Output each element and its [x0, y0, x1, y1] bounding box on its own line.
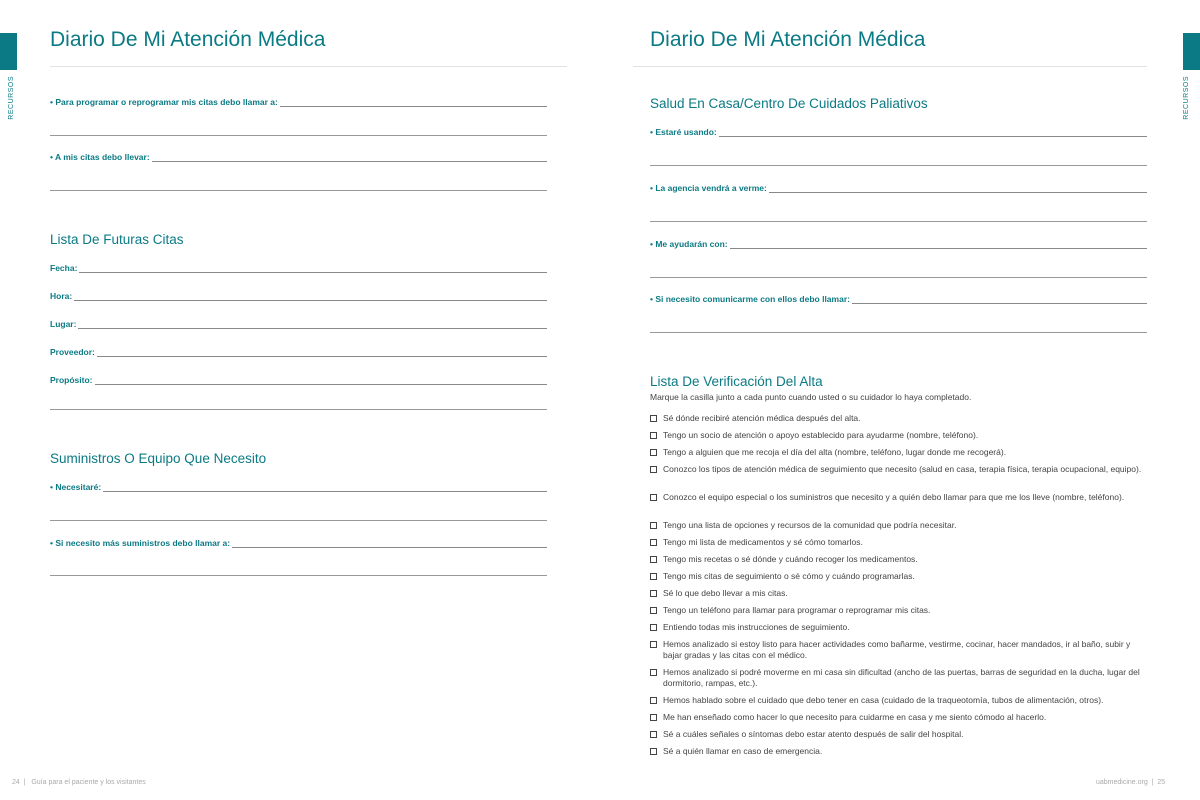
checklist-item-label: Conozco el equipo especial o los suministros que necesito y a quién debo llamar para que me los lleve (nombre, teléfono). [663, 492, 1125, 502]
checklist-item[interactable] [650, 695, 1150, 706]
field-input-line[interactable] [103, 483, 547, 492]
checklist-item[interactable] [650, 430, 1150, 441]
checkbox[interactable] [650, 522, 657, 529]
form-field[interactable] [650, 237, 1147, 249]
checklist-item[interactable] [650, 520, 1150, 531]
field-input-line[interactable] [78, 320, 547, 329]
footer-right: uabmedicine.org | 25 [1096, 779, 1166, 786]
checklist-item[interactable] [650, 447, 1150, 458]
field-input-line[interactable] [852, 295, 1147, 304]
checklist-item-label: Sé a cuáles señales o síntomas debo estar atento después de salir del hospital. [663, 729, 964, 739]
checklist-item[interactable] [650, 492, 1150, 503]
checklist-item-label: Sé dónde recibiré atención médica después del alta. [663, 413, 861, 423]
page-number: 24 [12, 779, 20, 786]
checklist-item-label: Tengo mi lista de medicamentos y sé cómo tomarlos. [663, 537, 863, 547]
form-field[interactable] [50, 536, 547, 548]
title-divider [50, 66, 567, 67]
checkbox[interactable] [650, 449, 657, 456]
checkbox[interactable] [650, 607, 657, 614]
form-field[interactable] [650, 181, 1147, 193]
footer-url: uabmedicine.org [1096, 779, 1148, 786]
form-field[interactable] [50, 261, 547, 273]
checkbox[interactable] [650, 641, 657, 648]
checklist-intro: Marque la casilla junto a cada punto cuando usted o su cuidador lo haya completado. [650, 392, 972, 402]
field-label: • Necesitaré: [50, 482, 102, 492]
field-input-line[interactable] [769, 184, 1147, 193]
checkbox[interactable] [650, 714, 657, 721]
checklist-item[interactable] [650, 729, 1150, 740]
form-field[interactable] [50, 289, 547, 301]
checklist-item-label: Entiendo todas mis instrucciones de seguimiento. [663, 622, 850, 632]
field-label: • Estaré usando: [650, 127, 717, 137]
field-label: Hora: [50, 291, 73, 301]
field-label: Propósito: [50, 375, 93, 385]
writing-line[interactable] [650, 165, 1147, 166]
form-field[interactable] [650, 292, 1147, 304]
field-label: Proveedor: [50, 347, 95, 357]
field-input-line[interactable] [719, 128, 1147, 137]
checklist-item-label: Sé lo que debo llevar a mis citas. [663, 588, 788, 598]
field-label: • Si necesito comunicarme con ellos debo llamar: [650, 294, 850, 304]
field-label: Lugar: [50, 319, 77, 329]
checkbox[interactable] [650, 539, 657, 546]
field-input-line[interactable] [152, 153, 547, 162]
checklist-item[interactable] [650, 667, 1150, 689]
field-input-line[interactable] [74, 292, 547, 301]
page-number: 25 [1157, 779, 1166, 786]
checklist-item[interactable] [650, 571, 1150, 582]
section-tab-right [1183, 33, 1200, 70]
writing-line[interactable] [50, 575, 547, 576]
section-label-right: RECURSOS [1183, 76, 1190, 120]
appointments-heading: Lista De Futuras Citas [50, 232, 184, 247]
field-input-line[interactable] [97, 348, 547, 357]
field-label: • Para programar o reprogramar mis citas debo llamar a: [50, 97, 278, 107]
checklist-item[interactable] [650, 622, 1150, 633]
footer-title: Guía para el paciente y los visitantes [31, 779, 146, 786]
checkbox[interactable] [650, 624, 657, 631]
field-input-line[interactable] [280, 98, 547, 107]
checkbox[interactable] [650, 556, 657, 563]
title-divider [633, 66, 1147, 67]
checklist-item[interactable] [650, 413, 1150, 424]
page-title-right: Diario De Mi Atención Médica [650, 28, 926, 51]
checklist-item-label: Hemos analizado si podré moverme en mi casa sin dificultad (ancho de las puertas, barras de seguridad en la ducha, lugar del dormitorio, rampas, etc.). [663, 667, 1140, 688]
field-label: Fecha: [50, 263, 78, 273]
form-field[interactable] [650, 125, 1147, 137]
checklist-item[interactable] [650, 746, 1150, 757]
checklist-item[interactable] [650, 605, 1150, 616]
field-label: • Si necesito más suministros debo llamar a: [50, 538, 231, 548]
writing-line[interactable] [650, 277, 1147, 278]
page-title-left: Diario De Mi Atención Médica [50, 28, 326, 51]
checkbox[interactable] [650, 466, 657, 473]
field-label: • A mis citas debo llevar: [50, 152, 150, 162]
checklist-item[interactable] [650, 554, 1150, 565]
field-input-line[interactable] [232, 539, 547, 548]
checkbox[interactable] [650, 748, 657, 755]
checklist-item[interactable] [650, 588, 1150, 599]
writing-line[interactable] [50, 190, 547, 191]
form-field[interactable] [50, 95, 547, 107]
form-field[interactable] [50, 317, 547, 329]
field-label: • La agencia vendrá a verme: [650, 183, 767, 193]
checklist-item-label: Me han enseñado como hacer lo que necesito para cuidarme en casa y me siento cómodo al hacerlo. [663, 712, 1047, 722]
checklist-item[interactable] [650, 464, 1150, 475]
checklist-item[interactable] [650, 639, 1150, 661]
checklist-item[interactable] [650, 712, 1150, 723]
field-input-line[interactable] [79, 264, 547, 273]
checkbox[interactable] [650, 669, 657, 676]
checkbox[interactable] [650, 573, 657, 580]
checklist-item-label: Hemos analizado si estoy listo para hacer actividades como bañarme, vestirme, cocinar, hacer mandados, ir al baño, subir y bajar gradas y las citas con el médico. [663, 639, 1131, 660]
checklist-item-label: Hemos hablado sobre el cuidado que debo tener en casa (cuidado de la traqueotomía, tubos de alimentación, otros). [663, 695, 1104, 705]
section-tab-left [0, 33, 17, 70]
section-label-left: RECURSOS [8, 76, 15, 120]
field-input-line[interactable] [730, 240, 1147, 249]
checklist-item[interactable] [650, 537, 1150, 548]
field-input-line[interactable] [95, 376, 548, 385]
checkbox[interactable] [650, 697, 657, 704]
form-field[interactable] [50, 150, 547, 162]
checklist-item-label: Tengo una lista de opciones y recursos de la comunidad que podría necesitar. [663, 520, 957, 530]
supplies-heading: Suministros O Equipo Que Necesito [50, 451, 267, 466]
form-field[interactable] [50, 373, 547, 385]
checklist-heading: Lista De Verificación Del Alta [650, 374, 823, 389]
home-care-heading: Salud En Casa/Centro De Cuidados Paliativos [650, 96, 928, 111]
checkbox[interactable] [650, 590, 657, 597]
form-field[interactable] [50, 480, 547, 492]
footer-left: 24 | Guía para el paciente y los visitantes [12, 779, 146, 786]
writing-line[interactable] [50, 135, 547, 136]
writing-line[interactable] [50, 520, 547, 521]
writing-line[interactable] [650, 332, 1147, 333]
checkbox[interactable] [650, 494, 657, 501]
checkbox[interactable] [650, 731, 657, 738]
checklist-item-label: Tengo un socio de atención o apoyo establecido para ayudarme (nombre, teléfono). [663, 430, 979, 440]
writing-line[interactable] [650, 221, 1147, 222]
field-label: • Me ayudarán con: [650, 239, 728, 249]
checklist-item-label: Tengo mis citas de seguimiento o sé cómo y cuándo programarlas. [663, 571, 915, 581]
checklist-item-label: Conozco los tipos de atención médica de seguimiento que necesito (salud en casa, terapia física, terapia ocupacional, equipo). [663, 464, 1142, 474]
checklist-item-label: Tengo a alguien que me recoja el día del alta (nombre, teléfono, lugar donde me recogerá). [663, 447, 1007, 457]
checklist-item-label: Sé a quién llamar en caso de emergencia. [663, 746, 823, 756]
checkbox[interactable] [650, 432, 657, 439]
checklist-item-label: Tengo mis recetas o sé dónde y cuándo recoger los medicamentos. [663, 554, 918, 564]
form-field[interactable] [50, 345, 547, 357]
checkbox[interactable] [650, 415, 657, 422]
writing-line[interactable] [50, 409, 547, 410]
checklist-item-label: Tengo un teléfono para llamar para programar o reprogramar mis citas. [663, 605, 931, 615]
